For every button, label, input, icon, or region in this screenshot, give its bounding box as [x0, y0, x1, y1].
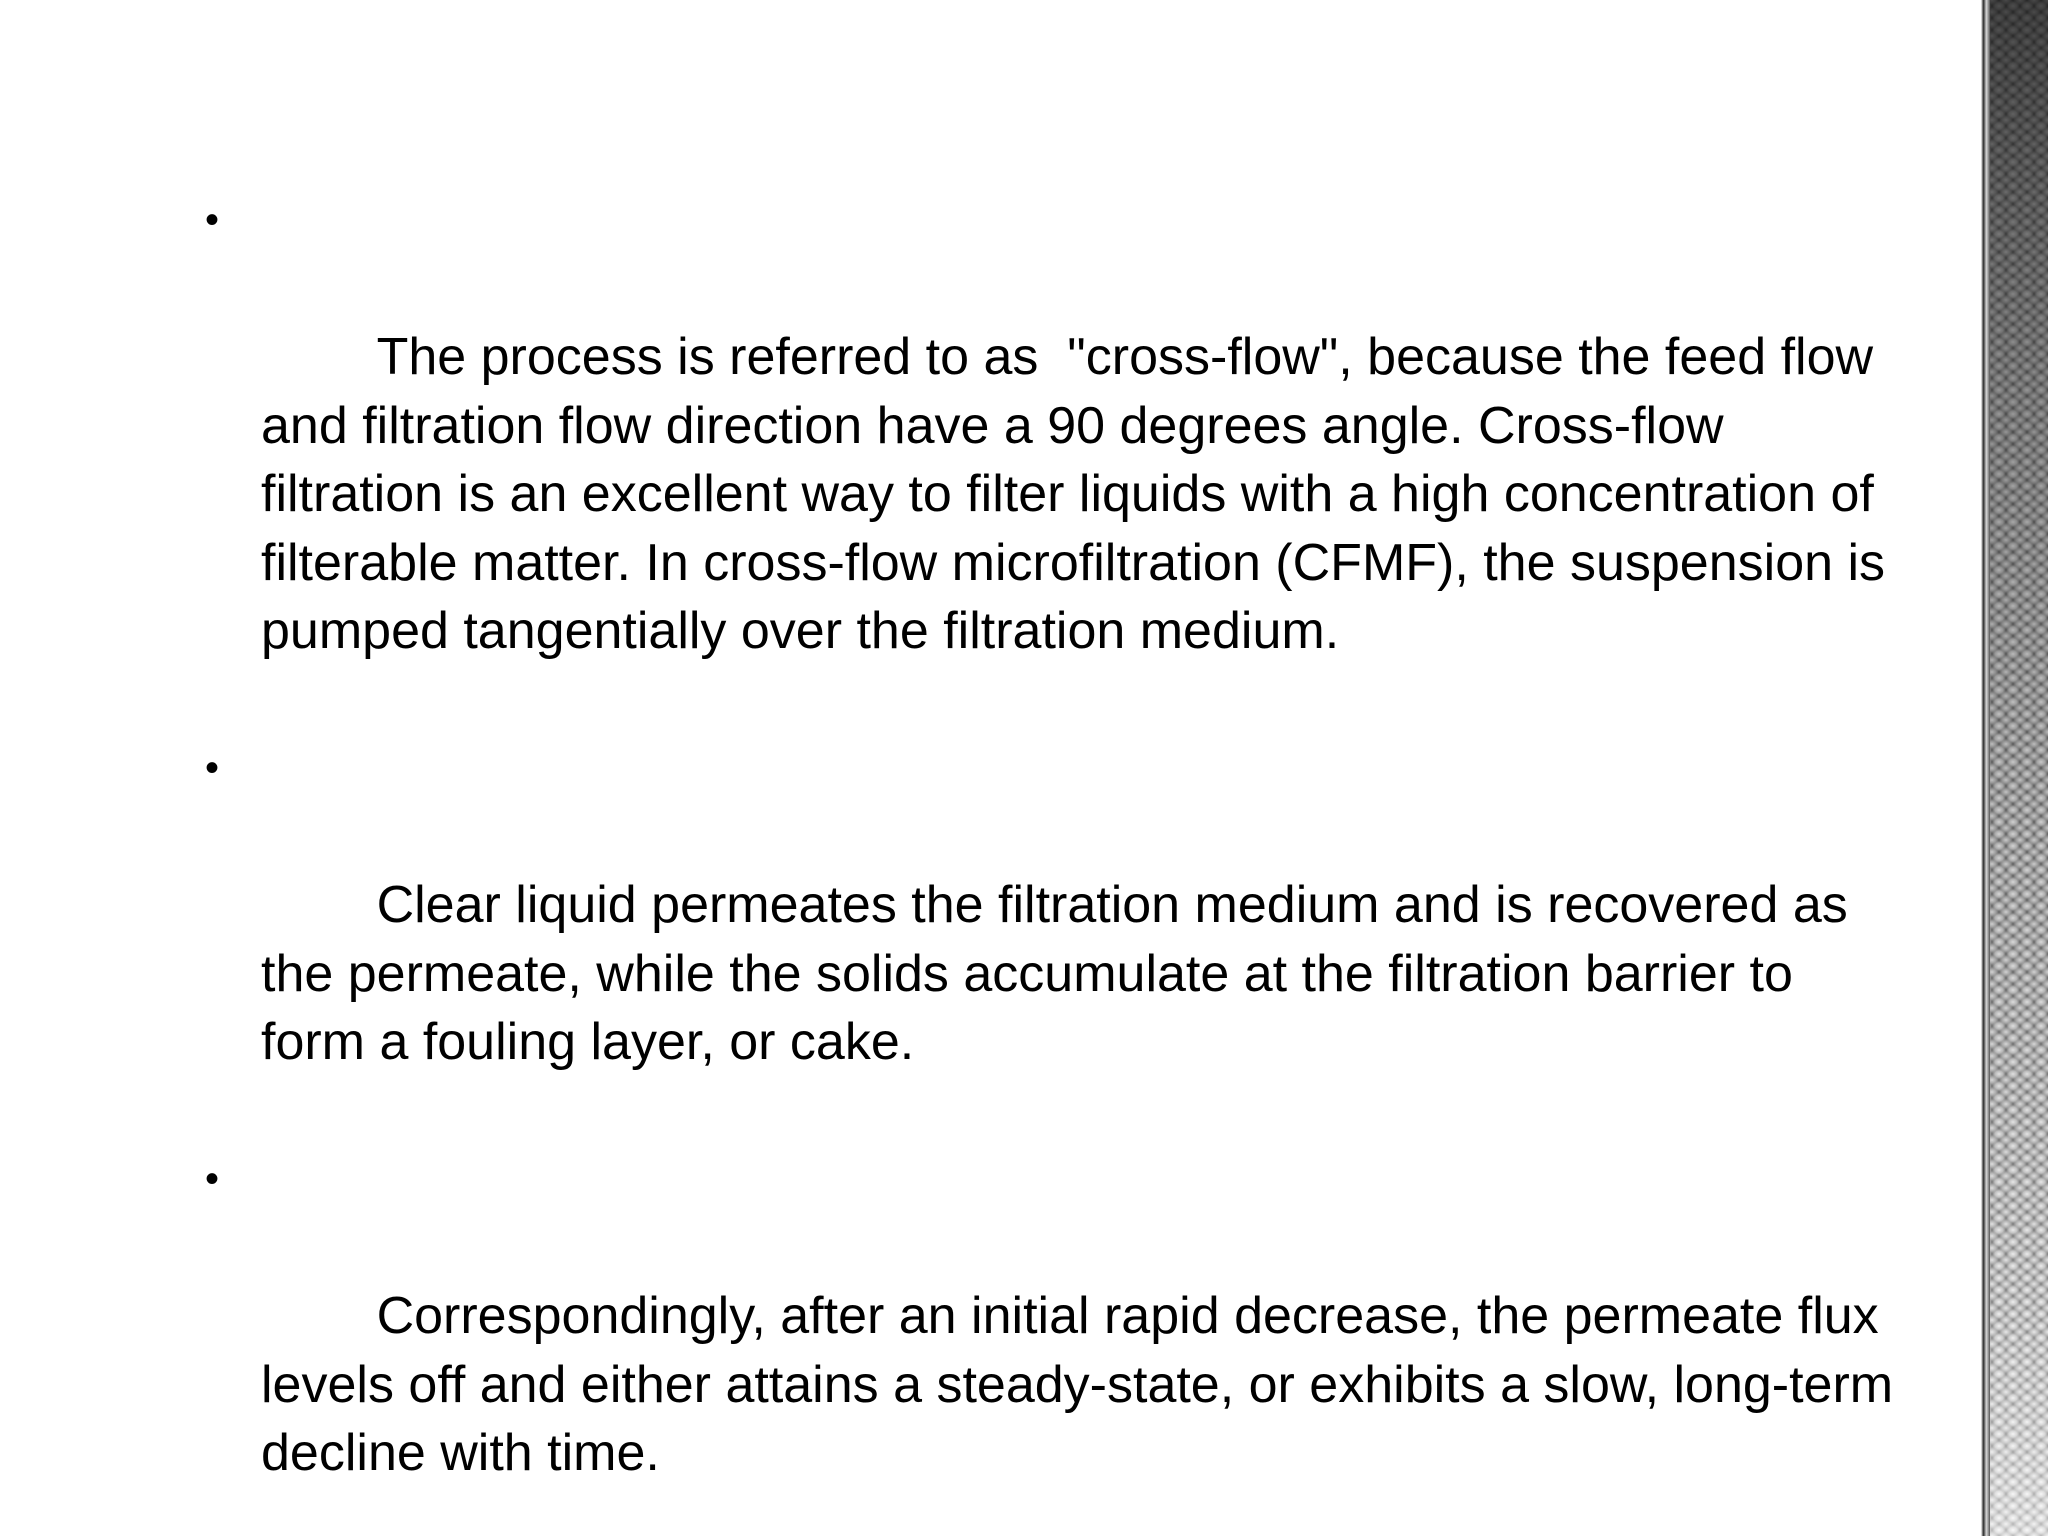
bullet-text: Clear liquid permeates the filtration medium and is recovered as the permeate, while the solids accumulate at the filtration barrier to form a fouling layer, or cake.: [261, 876, 1863, 1071]
bullet-icon: •: [205, 746, 220, 790]
bullet-item: [205, 734, 1905, 1145]
bullet-text: Correspondingly, after an initial rapid decrease, the permeate flux levels off and either attains a steady-state, or exhibits a slow, long-term decline with time.: [261, 1287, 1908, 1482]
slide-body: [205, 186, 1908, 1536]
bullet-text: The process is referred to as "cross-flow", because the feed flow and filtration flow direction have a 90 degrees angle. Cross-flow filtration is an excellent way to filter liquids with a high concentration of filterable matter. In cross-flow microfiltration (CFMF), the suspension is pumped tangentially over the filtration medium.: [261, 328, 1900, 660]
bullet-list: [205, 186, 1908, 1536]
decorative-side-band: [1978, 0, 2048, 1536]
bullet-item: [205, 186, 1905, 734]
bullet-icon: •: [205, 198, 220, 242]
bullet-icon: •: [205, 1157, 220, 1201]
bullet-item: [205, 1145, 1908, 1536]
